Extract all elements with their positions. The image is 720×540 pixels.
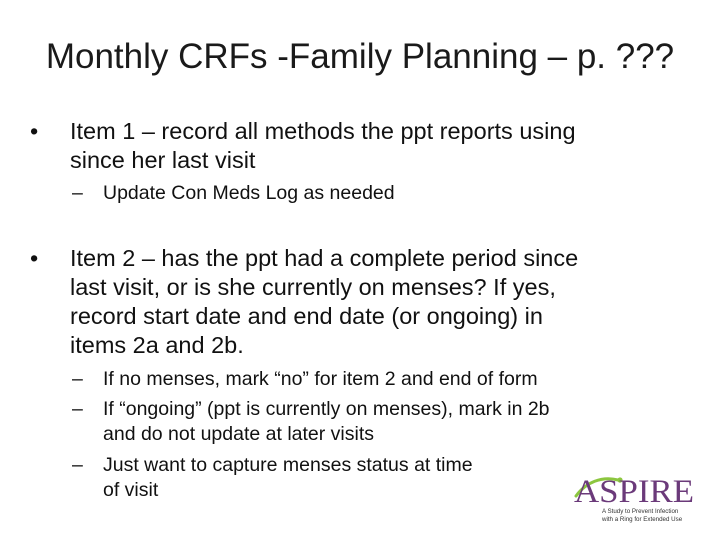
sub-bullet-line: Update Con Meds Log as needed xyxy=(103,182,395,204)
bullet-line: Item 1 – record all methods the ppt reports using xyxy=(70,118,576,144)
sub-bullet-marker: – xyxy=(72,454,83,476)
sub-bullet-line: Just want to capture menses status at time xyxy=(103,454,473,476)
bullet-marker: • xyxy=(30,245,39,271)
sub-bullet-line: and do not update at later visits xyxy=(103,423,375,445)
sub-bullet-line: of visit xyxy=(103,479,159,501)
aspire-logo xyxy=(572,462,698,524)
bullet-line: last visit, or is she currently on menses? If yes, xyxy=(70,274,556,300)
bullet-line: record start date and end date (or ongoing) in xyxy=(70,303,543,329)
bullet-line: since her last visit xyxy=(70,147,256,173)
sub-bullet-marker: – xyxy=(72,398,83,420)
logo-tagline-1: A Study to Prevent Infection xyxy=(602,508,679,515)
logo-tagline-2: with a Ring for Extended Use xyxy=(602,516,683,523)
logo-wordmark: ASPIRE xyxy=(574,474,694,510)
sub-bullet-line: If no menses, mark “no” for item 2 and end of form xyxy=(103,368,538,390)
slide-title: Monthly CRFs -Family Planning – p. ??? xyxy=(45,37,675,76)
bullet-marker: • xyxy=(30,118,39,144)
bullet-line: Item 2 – has the ppt had a complete period since xyxy=(70,245,579,271)
sub-bullet-line: If “ongoing” (ppt is currently on menses), mark in 2b xyxy=(103,398,550,420)
bullet-line: items 2a and 2b. xyxy=(70,332,244,358)
sub-bullet-marker: – xyxy=(72,368,83,390)
sub-bullet-marker: – xyxy=(72,182,83,204)
